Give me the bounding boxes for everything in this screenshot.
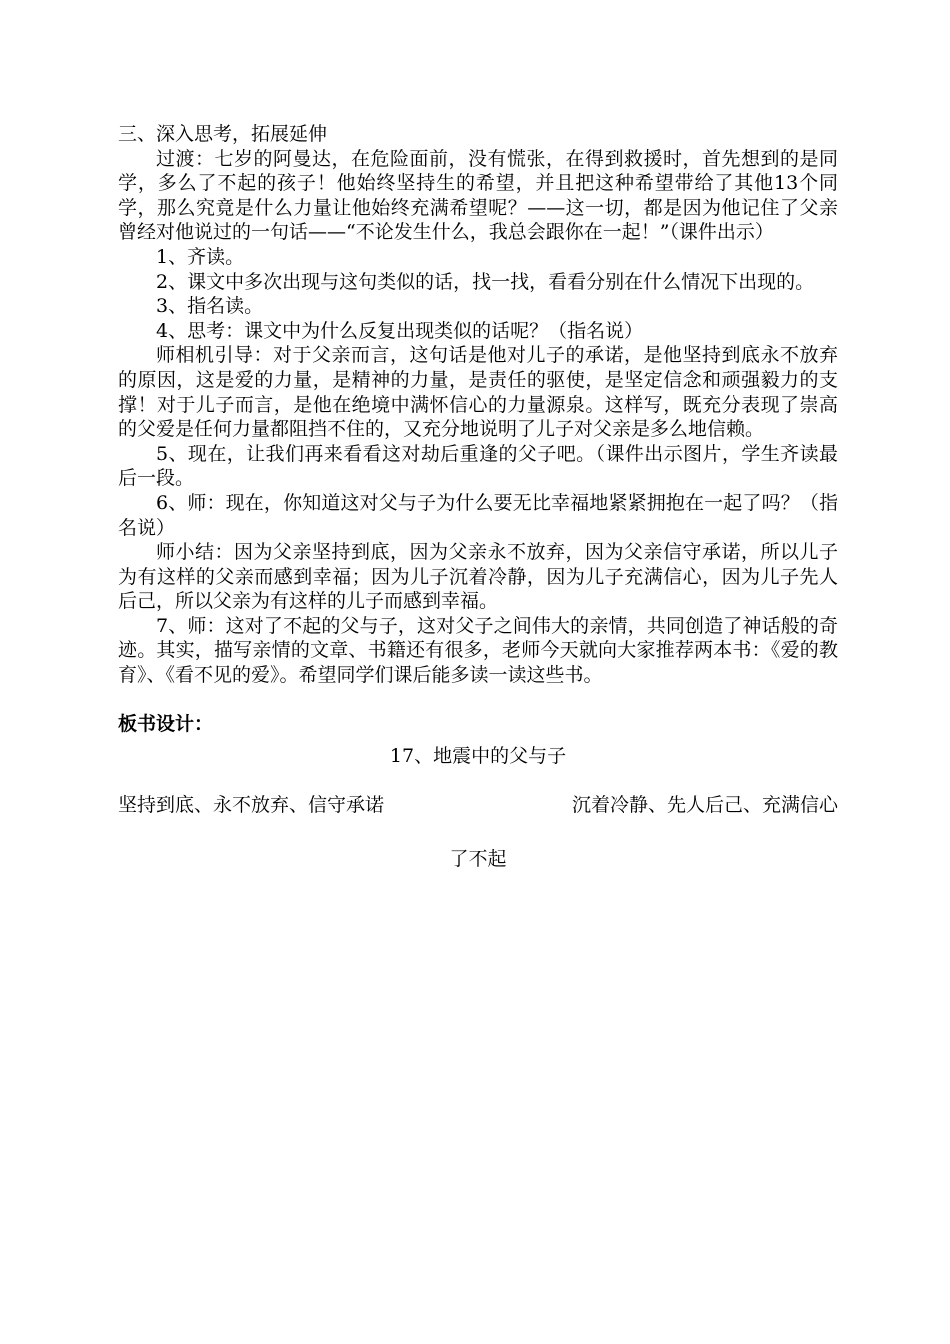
board-son-traits: 沉着冷静、先人后己、充满信心 xyxy=(571,793,838,816)
board-father-traits: 坚持到底、永不放弃、信守承诺 xyxy=(118,793,385,816)
paragraph-teacher-guidance: 师相机引导：对于父亲而言，这句话是他对儿子的承诺，是他坚持到底永不放弃的原因，这是爱的力量，是精神的力量，是责任的驱使，是坚定信念和顽强毅力的支撑！对于儿子而言，是他在绝境中满怀信心的力量源泉。这样写，既充分表现了崇高的父爱是任何力量都阻挡不住的，又充分地说明了儿子对父亲是多么地信赖。 xyxy=(118,344,838,441)
board-conclusion: 了不起 xyxy=(449,848,507,871)
document-page xyxy=(118,122,838,872)
paragraph-step-3: 3、指名读。 xyxy=(156,295,264,318)
paragraph-step-6: 6、师：现在，你知道这对父与子为什么要无比幸福地紧紧拥抱在一起了吗？（指名说） xyxy=(118,491,838,539)
board-row xyxy=(118,793,838,818)
paragraph-step-1: 1、齐读。 xyxy=(156,245,245,268)
paragraph-step-2: 2、课文中多次出现与这句类似的话，找一找，看看分别在什么情况下出现的。 xyxy=(156,270,815,293)
board-lesson-title: 17、地震中的父与子 xyxy=(389,745,567,768)
section-heading: 三、深入思考，拓展延伸 xyxy=(118,123,328,145)
paragraph-step-7: 7、师：这对了不起的父与子，这对父子之间伟大的亲情，共同创造了神话般的奇迹。其实，描写亲情的文章、书籍还有很多，老师今天就向大家推荐两本书：《爱的教育》、《看不见的爱》。希望同学们课后能多读一读这些书。 xyxy=(118,614,838,687)
board-design-title: 板书设计： xyxy=(118,712,214,735)
paragraph-transition: 过渡：七岁的阿曼达，在危险面前，没有慌张，在得到救援时，首先想到的是同学，多么了不起的孩子！他始终坚持生的希望，并且把这种希望带给了其他13个同学，那么究竟是什么力量让他始终充满希望呢？——这一切，都是因为他记住了父亲曾经对他说过的一句话——“不论发生什么，我总会跟你在一起！”（课件出示） xyxy=(118,147,838,244)
paragraph-teacher-summary: 师小结：因为父亲坚持到底，因为父亲永不放弃，因为父亲信守承诺，所以儿子为有这样的父亲而感到幸福；因为儿子沉着冷静，因为儿子充满信心，因为儿子先人后己，所以父亲为有这样的儿子而感到幸福。 xyxy=(118,541,838,613)
paragraph-step-4: 4、思考：课文中为什么反复出现类似的话呢？（指名说） xyxy=(156,319,644,342)
paragraph-step-5: 5、现在，让我们再来看看这对劫后重逢的父子吧。（课件出示图片，学生齐读最后一段。 xyxy=(118,442,838,490)
